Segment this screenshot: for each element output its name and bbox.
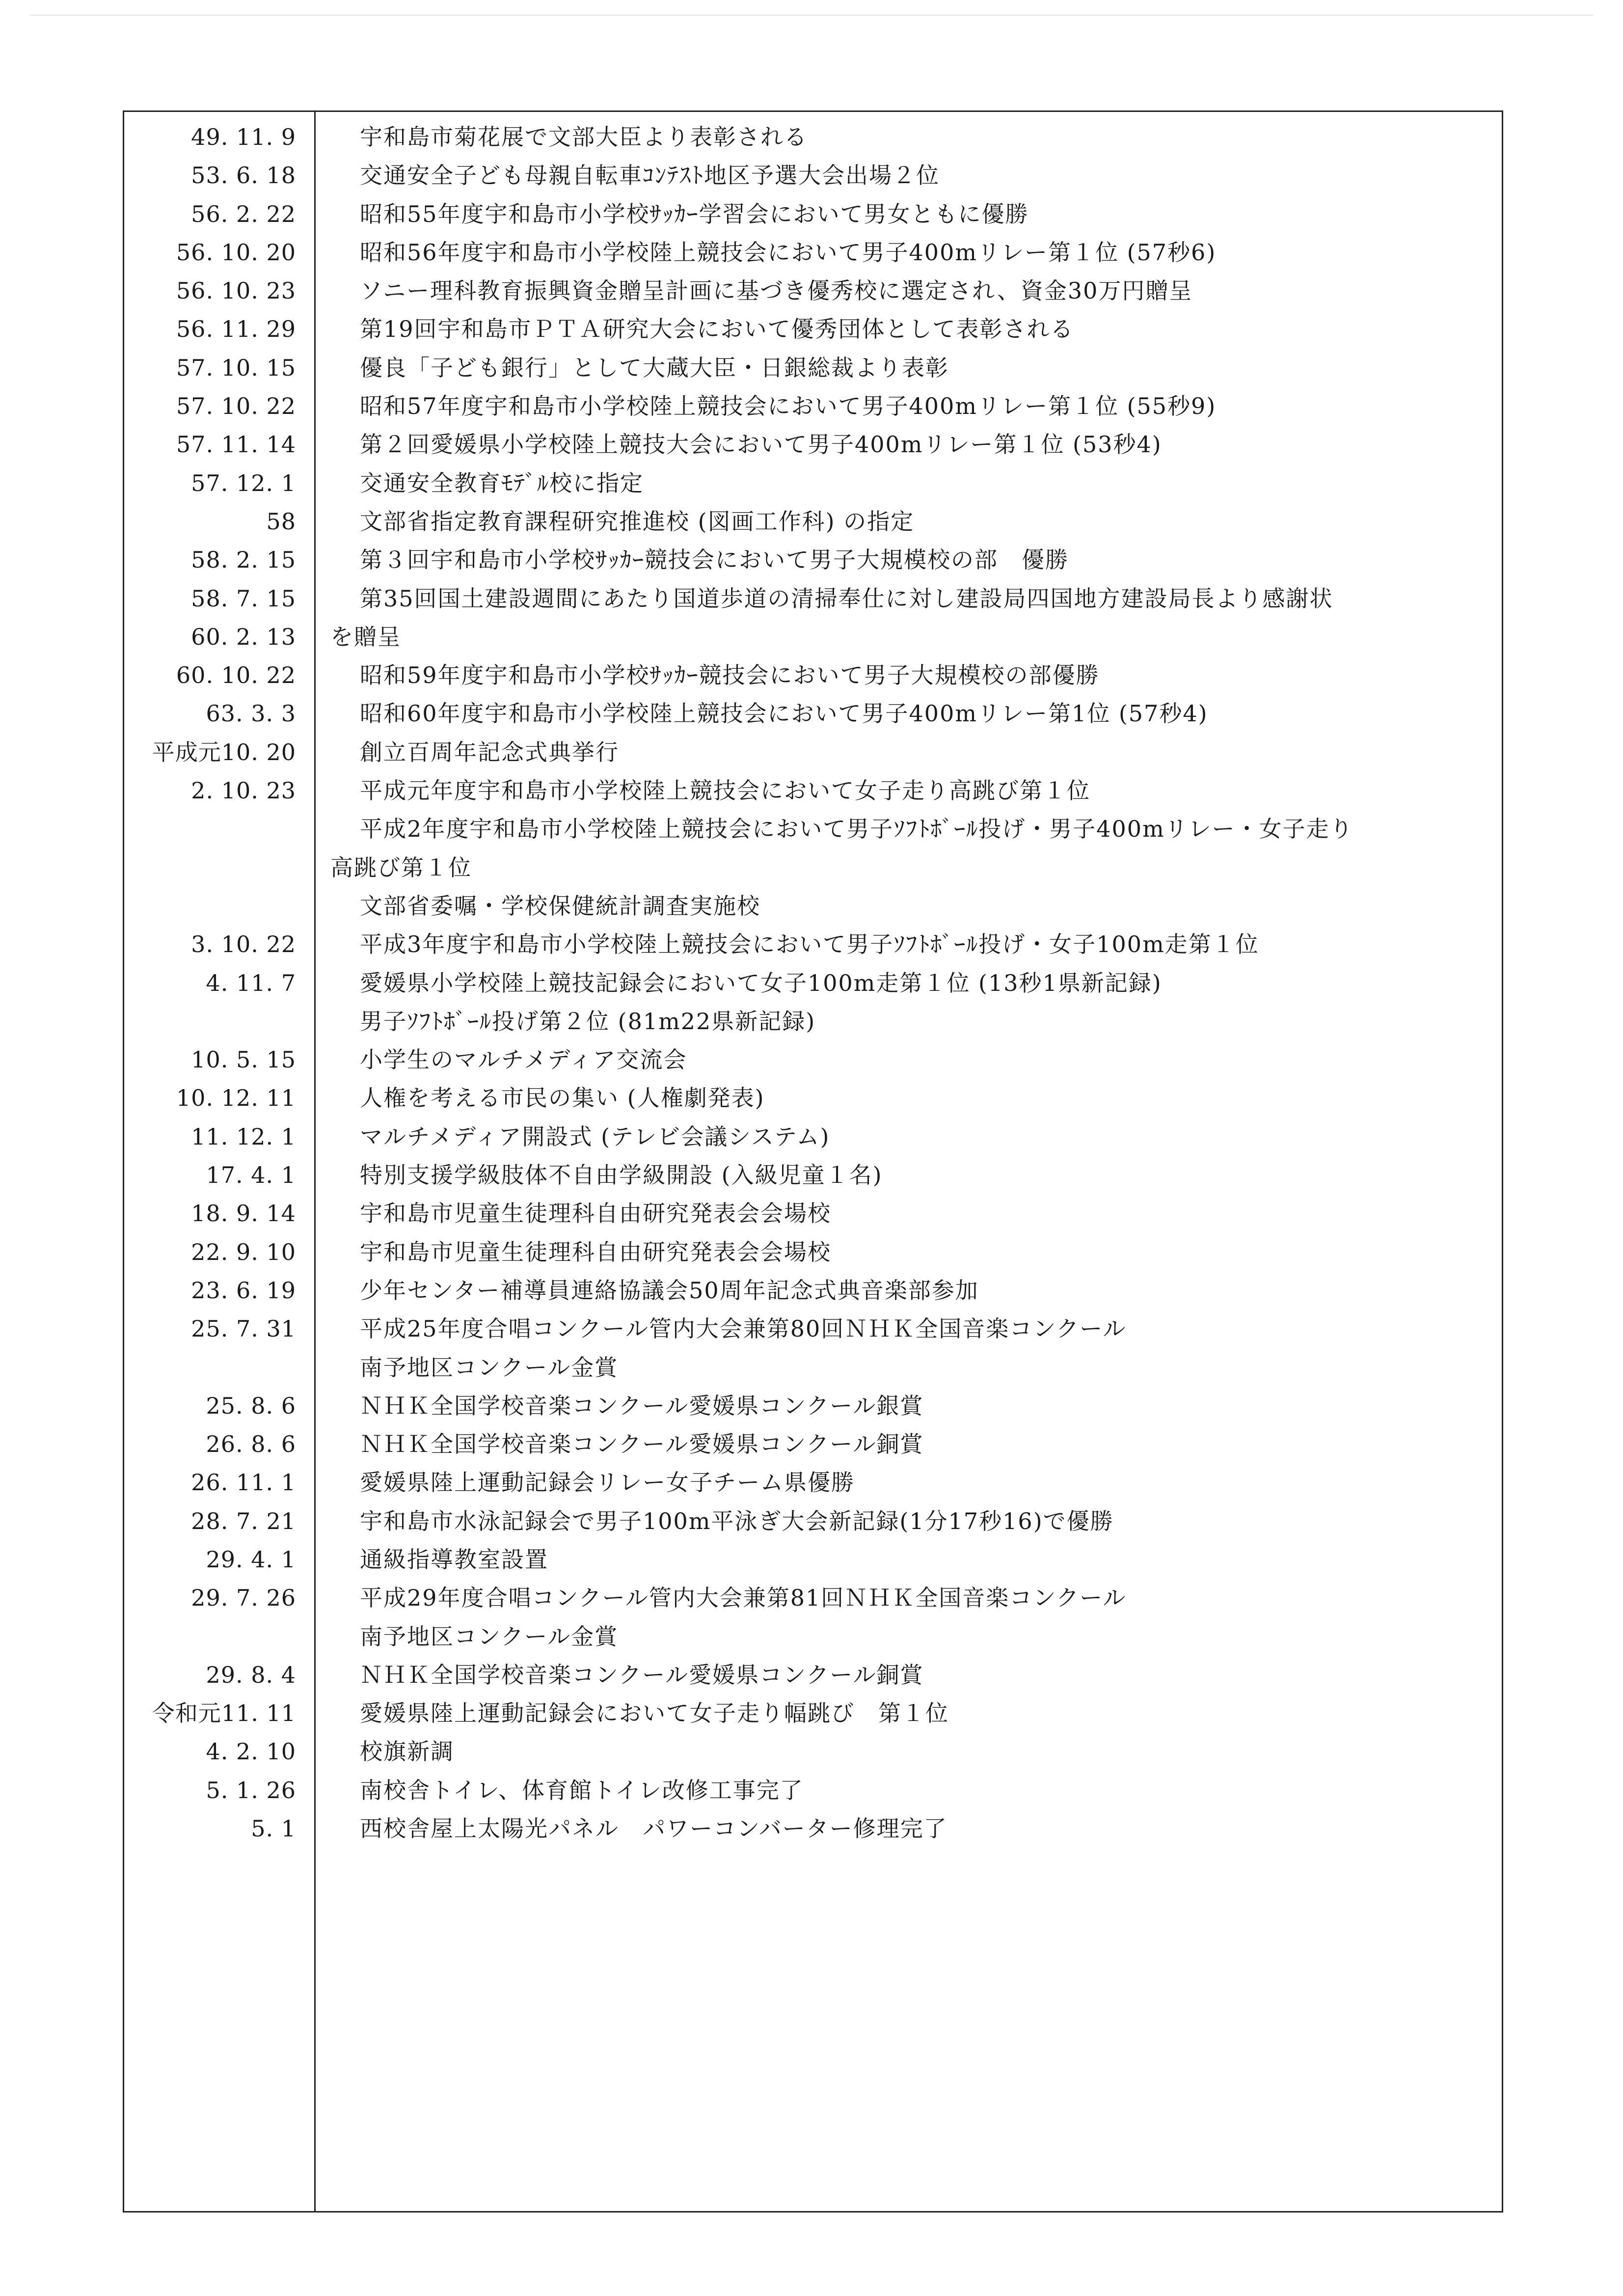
- table-row: [124, 1656, 1502, 1694]
- row-date: 10. 5. 15: [191, 1046, 296, 1073]
- row-event: 優良「子ども銀行」として大蔵大臣・日銀総裁より表彰: [360, 354, 949, 381]
- table-row: [124, 1694, 1502, 1732]
- row-date: 49. 11. 9: [191, 124, 296, 150]
- table-row: [124, 1079, 1502, 1117]
- table-row: [124, 233, 1502, 272]
- table-row: [124, 349, 1502, 387]
- row-date: 25. 8. 6: [206, 1392, 296, 1419]
- row-event: 愛媛県陸上運動記録会において女子走り幅跳び 第１位: [360, 1700, 949, 1727]
- row-event: 高跳び第１位: [330, 854, 472, 881]
- table-row: [124, 1387, 1502, 1425]
- row-date: 17. 4. 1: [206, 1162, 296, 1189]
- row-date: 58. 7. 15: [191, 585, 296, 612]
- table-row: [124, 118, 1502, 156]
- table-row: [124, 1194, 1502, 1232]
- row-event: 昭和57年度宇和島市小学校陸上競技会において男子400mリレー第１位 (55秒9): [360, 393, 1217, 420]
- row-date: 29. 7. 26: [191, 1585, 296, 1612]
- row-event: を贈呈: [330, 623, 401, 650]
- table-row: [124, 694, 1502, 733]
- row-date: 56. 11. 29: [176, 316, 296, 343]
- row-date: 5. 1. 26: [206, 1777, 296, 1804]
- row-event: 文部省委嘱・学校保健統計調査実施校: [360, 892, 760, 919]
- row-event: 創立百周年記念式典挙行: [360, 738, 619, 765]
- row-date: 22. 9. 10: [191, 1238, 296, 1265]
- row-event: ＮＨＫ全国学校音楽コンクール愛媛県コンクール銀賞: [360, 1392, 924, 1419]
- row-date: 23. 6. 19: [191, 1277, 296, 1304]
- row-date: 60. 2. 13: [191, 623, 296, 650]
- row-date: 25. 7. 31: [191, 1315, 296, 1342]
- table-row: [124, 1425, 1502, 1463]
- table-row: [124, 887, 1502, 925]
- row-date: 58: [266, 508, 296, 535]
- row-event: ＮＨＫ全国学校音楽コンクール愛媛県コンクール銅賞: [360, 1661, 924, 1688]
- row-event: 小学生のマルチメディア交流会: [360, 1046, 687, 1073]
- table-row: [124, 656, 1502, 694]
- row-event: 南校舎トイレ、体育館トイレ改修工事完了: [360, 1777, 804, 1804]
- table-row: [124, 925, 1502, 963]
- table-row: [124, 541, 1502, 579]
- row-event: 通級指導教室設置: [360, 1546, 548, 1573]
- table-row: [124, 771, 1502, 810]
- table-row: [124, 1463, 1502, 1502]
- row-event: 南予地区コンクール金賞: [360, 1623, 619, 1650]
- scan-edge-line: [29, 15, 1594, 16]
- table-row: [124, 1732, 1502, 1771]
- row-event: 平成2年度宇和島市小学校陸上競技会において男子ｿﾌﾄﾎﾞｰﾙ投げ・男子400mリレー・女子走り: [360, 816, 1353, 843]
- row-date: 58. 2. 15: [191, 547, 296, 574]
- row-date: 4. 2. 10: [206, 1738, 296, 1765]
- table-row: [124, 848, 1502, 887]
- row-event: 昭和56年度宇和島市小学校陸上競技会において男子400mリレー第１位 (57秒6): [360, 239, 1217, 266]
- row-event: 文部省指定教育課程研究推進校 (図画工作科) の指定: [360, 508, 915, 535]
- table-row: [124, 810, 1502, 848]
- row-event: 第19回宇和島市ＰＴＡ研究大会において優秀団体として表彰される: [360, 316, 1074, 343]
- table-row: [124, 1156, 1502, 1194]
- table-row: [124, 1040, 1502, 1079]
- row-event: 南予地区コンクール金賞: [360, 1354, 619, 1381]
- row-event: 昭和55年度宇和島市小学校ｻｯｶｰ学習会において男女ともに優勝: [360, 200, 1029, 227]
- row-date: 5. 1: [251, 1815, 296, 1842]
- table-row: [124, 1310, 1502, 1348]
- row-event: 昭和59年度宇和島市小学校ｻｯｶｰ競技会において男子大規模校の部優勝: [360, 662, 1100, 689]
- row-date: 56. 10. 20: [176, 239, 296, 266]
- table-row: [124, 579, 1502, 618]
- table-row: [124, 272, 1502, 310]
- row-date: 63. 3. 3: [206, 700, 296, 727]
- row-event: 第２回愛媛県小学校陸上競技大会において男子400mリレー第１位 (53秒4): [360, 431, 1162, 458]
- row-event: 交通安全教育ﾓﾃﾞﾙ校に指定: [360, 469, 644, 496]
- row-date: 57. 12. 1: [191, 469, 296, 496]
- table-row: [124, 310, 1502, 348]
- table-row: [124, 964, 1502, 1002]
- row-date: 60. 10. 22: [176, 662, 296, 689]
- table-row: [124, 425, 1502, 464]
- table-row: [124, 1617, 1502, 1656]
- row-date: 令和元11. 11: [152, 1700, 296, 1727]
- table-row: [124, 1540, 1502, 1579]
- table-row: [124, 1233, 1502, 1271]
- row-event: 平成元年度宇和島市小学校陸上競技会において女子走り高跳び第１位: [360, 777, 1090, 804]
- row-date: 10. 12. 11: [176, 1085, 296, 1112]
- row-event: 宇和島市児童生徒理科自由研究発表会会場校: [360, 1200, 831, 1227]
- row-event: 人権を考える市民の集い (人権劇発表): [360, 1085, 765, 1112]
- row-date: 4. 11. 7: [206, 969, 296, 996]
- row-event: マルチメディア開設式 (テレビ会議システム): [360, 1123, 830, 1150]
- row-event: 昭和60年度宇和島市小学校陸上競技会において男子400mリレー第1位 (57秒4): [360, 700, 1208, 727]
- row-event: 宇和島市水泳記録会で男子100m平泳ぎ大会新記録(1分17秒16)で優勝: [360, 1507, 1114, 1534]
- table-row: [124, 387, 1502, 425]
- row-event: 第35回国土建設週間にあたり国道歩道の清掃奉仕に対し建設局四国地方建設局長より感謝状: [360, 585, 1333, 612]
- table-row: [124, 1579, 1502, 1617]
- row-event: 少年センター補導員連絡協議会50周年記念式典音楽部参加: [360, 1277, 979, 1304]
- row-date: 11. 12. 1: [191, 1123, 296, 1150]
- row-event: 西校舎屋上太陽光パネル パワーコンバーター修理完了: [360, 1815, 947, 1842]
- table-row: [124, 464, 1502, 502]
- row-event: 平成25年度合唱コンクール管内大会兼第80回ＮＨＫ全国音楽コンクール: [360, 1315, 1127, 1342]
- row-date: 29. 8. 4: [206, 1661, 296, 1688]
- table-row: [124, 1348, 1502, 1387]
- row-event: 宇和島市菊花展で文部大臣より表彰される: [360, 124, 808, 150]
- table-row: [124, 1502, 1502, 1540]
- table-row: [124, 1771, 1502, 1809]
- row-event: 校旗新調: [360, 1738, 454, 1765]
- row-date: 57. 10. 22: [176, 393, 296, 420]
- table-row: [124, 195, 1502, 233]
- row-date: 29. 4. 1: [206, 1546, 296, 1573]
- row-date: 56. 10. 23: [176, 277, 296, 304]
- table-row: [124, 156, 1502, 194]
- row-date: 56. 2. 22: [191, 200, 296, 227]
- row-date: 平成元10. 20: [152, 738, 296, 765]
- row-date: 57. 10. 15: [176, 354, 296, 381]
- row-date: 57. 11. 14: [176, 431, 296, 458]
- row-date: 26. 11. 1: [191, 1469, 296, 1496]
- row-date: 2. 10. 23: [191, 777, 296, 804]
- row-date: 26. 8. 6: [206, 1431, 296, 1458]
- row-event: ソニー理科教育振興資金贈呈計画に基づき優秀校に選定され、資金30万円贈呈: [360, 277, 1193, 304]
- table-row: [124, 1271, 1502, 1310]
- table-row: [124, 733, 1502, 771]
- row-date: 53. 6. 18: [191, 162, 296, 189]
- row-event: 特別支援学級肢体不自由学級開設 (入級児童１名): [360, 1162, 883, 1189]
- table-row: [124, 1809, 1502, 1848]
- row-date: 28. 7. 21: [191, 1507, 296, 1534]
- history-rows: [124, 118, 1502, 1848]
- row-event: 交通安全子ども母親自転車ｺﾝﾃｽﾄ地区予選大会出場２位: [360, 162, 940, 189]
- row-event: 平成29年度合唱コンクール管内大会兼第81回ＮＨＫ全国音楽コンクール: [360, 1585, 1127, 1612]
- row-event: 宇和島市児童生徒理科自由研究発表会会場校: [360, 1238, 831, 1265]
- row-event: 愛媛県小学校陸上競技記録会において女子100m走第１位 (13秒1県新記録): [360, 969, 1162, 996]
- history-table: [123, 110, 1503, 2213]
- table-row: [124, 1118, 1502, 1156]
- table-row: [124, 502, 1502, 541]
- row-event: 男子ｿﾌﾄﾎﾞｰﾙ投げ第２位 (81m22県新記録): [360, 1008, 816, 1035]
- row-event: 平成3年度宇和島市小学校陸上競技会において男子ｿﾌﾄﾎﾞｰﾙ投げ・女子100m走第１位: [360, 931, 1259, 958]
- row-event: 第３回宇和島市小学校ｻｯｶｰ競技会において男子大規模校の部 優勝: [360, 547, 1069, 574]
- row-date: 3. 10. 22: [191, 931, 296, 958]
- row-date: 18. 9. 14: [191, 1200, 296, 1227]
- row-event: 愛媛県陸上運動記録会リレー女子チーム県優勝: [360, 1469, 855, 1496]
- table-row: [124, 1002, 1502, 1040]
- table-row: [124, 618, 1502, 656]
- row-event: ＮＨＫ全国学校音楽コンクール愛媛県コンクール銅賞: [360, 1431, 924, 1458]
